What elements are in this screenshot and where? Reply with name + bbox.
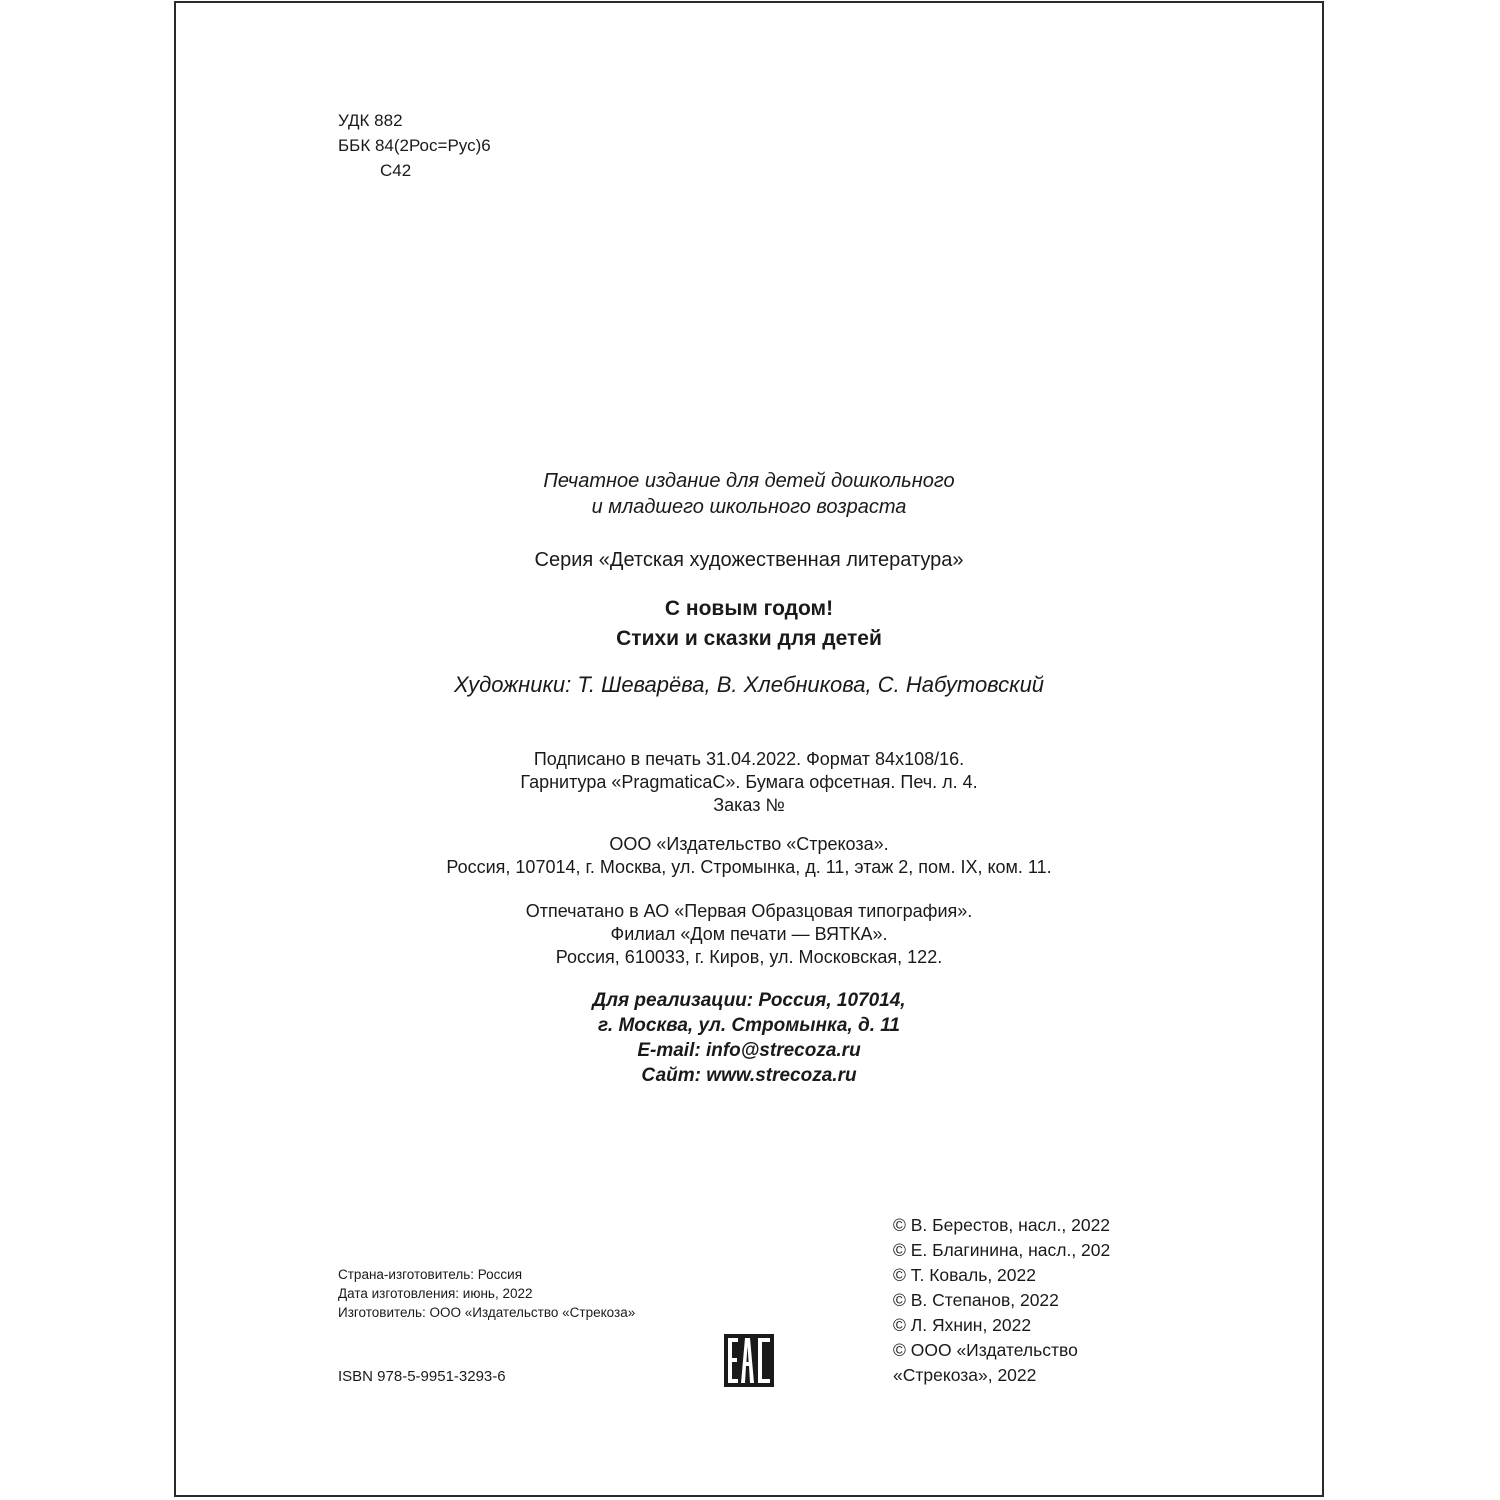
audience-line: Печатное издание для детей дошкольного — [543, 470, 955, 492]
manufacturer-info — [338, 1265, 635, 1322]
printer-line: Филиал «Дом печати — ВЯТКА». — [610, 924, 888, 944]
copyright-line: © ООО «Издательство — [893, 1340, 1078, 1360]
subtitle-line: Стихи и сказки для детей — [616, 627, 882, 650]
manufacturer-line: Дата изготовления: июнь, 2022 — [338, 1286, 533, 1301]
copyright-line: «Стрекоза», 2022 — [893, 1365, 1037, 1385]
imprint-line: Заказ № — [713, 795, 785, 815]
udk-code: УДК 882 — [338, 111, 403, 130]
printer-info — [174, 900, 1324, 969]
series-name: Серия «Детская художественная литература» — [534, 549, 964, 571]
sales-website: Сайт: www.strecoza.ru — [641, 1065, 857, 1086]
imprint-line: Подписано в печать 31.04.2022. Формат 84x108/16. — [533, 749, 965, 769]
publisher-info — [174, 833, 1324, 879]
audience-note — [174, 468, 1324, 520]
audience-line: и младшего школьного возраста — [591, 496, 907, 518]
artists-credit: Художники: Т. Шеварёва, В. Хлебникова, С. Набутовский — [453, 672, 1045, 697]
author-mark: С42 — [380, 161, 412, 180]
copyright-line: © Л. Яхнин, 2022 — [893, 1315, 1032, 1335]
book-title — [174, 594, 1324, 654]
title-line: С новым годом! — [664, 597, 834, 620]
isbn: ISBN 978-5-9951-3293-6 — [338, 1368, 506, 1385]
copyright-line: © Е. Благинина, насл., 202 — [893, 1240, 1111, 1260]
manufacturer-line: Страна-изготовитель: Россия — [338, 1267, 523, 1282]
publisher-line: ООО «Издательство «Стрекоза». — [609, 834, 889, 854]
publisher-line: Россия, 107014, г. Москва, ул. Стромынка, д. 11, этаж 2, пом. IX, ком. 11. — [446, 857, 1052, 877]
eac-conformity-mark-icon — [724, 1334, 774, 1387]
copyright-line: © В. Степанов, 2022 — [893, 1290, 1059, 1310]
copyright-list — [893, 1213, 1110, 1388]
sales-contacts — [174, 988, 1324, 1088]
sales-email: E-mail: info@strecoza.ru — [637, 1040, 861, 1061]
classification-codes — [338, 108, 491, 183]
copyright-line: © В. Берестов, насл., 2022 — [893, 1215, 1111, 1235]
manufacturer-line: Изготовитель: ООО «Издательство «Стрекоза» — [338, 1305, 636, 1320]
imprint-details — [174, 748, 1324, 817]
sales-line: Для реализации: Россия, 107014, — [592, 990, 906, 1011]
printer-line: Россия, 610033, г. Киров, ул. Московская, 122. — [555, 947, 943, 967]
bbk-code: ББК 84(2Рос=Рус)6 — [338, 136, 491, 155]
copyright-line: © Т. Коваль, 2022 — [893, 1265, 1036, 1285]
imprint-line: Гарнитура «PragmaticaC». Бумага офсетная. Печ. л. 4. — [520, 772, 978, 792]
printer-line: Отпечатано в АО «Первая Образцовая типография». — [525, 901, 973, 921]
sales-line: г. Москва, ул. Стромынка, д. 11 — [598, 1015, 900, 1036]
